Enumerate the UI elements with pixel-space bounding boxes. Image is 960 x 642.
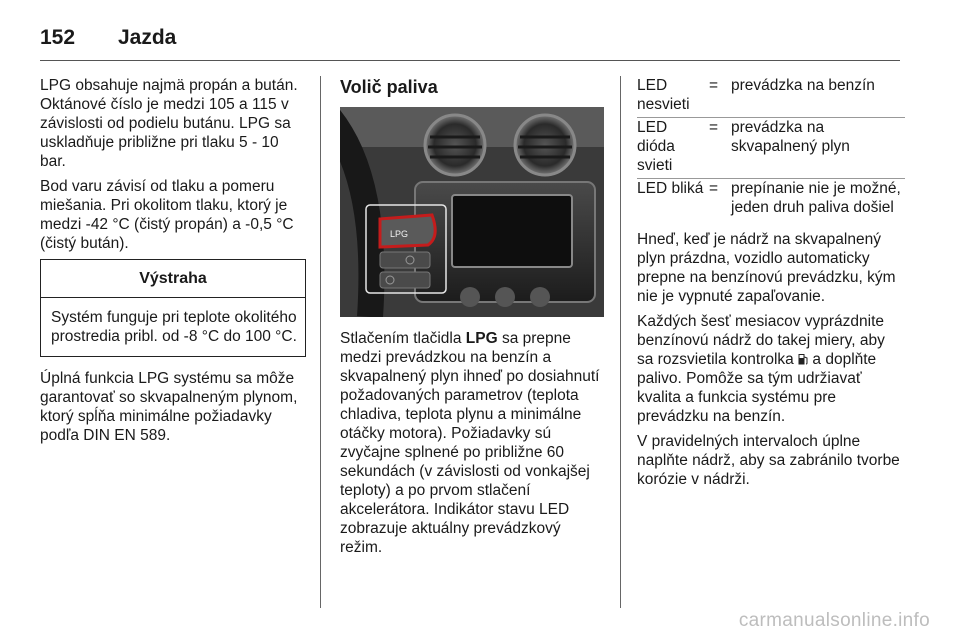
column-3	[637, 76, 905, 495]
page-number: 152	[40, 26, 76, 49]
fuel-pump-icon	[798, 351, 808, 363]
equals-sign: =	[709, 118, 731, 179]
page-title: Jazda	[118, 26, 177, 49]
led-meaning: prevádzka na skvapalnený plyn	[731, 118, 905, 179]
paragraph-text: Každých šesť mesiacov vyprázdnite benzínovú nádrž do takej miery, aby sa rozsvietila kontrolka	[637, 313, 885, 368]
dashboard-illustration	[340, 107, 604, 317]
lpg-button-label: LPG	[390, 229, 409, 239]
paragraph-text: sa prepne medzi prevádzkou na benzín a skvapalnený plyn ihneď po dosiahnutí požadovaných parametrov (teplota chladiva, teplota plynu a minimálne otáčky motora). Požiadavky sú zvyčajne splnené po približne 60 sekundách (v závislosti od vonkajšej teploty) a po prvom stlačení akcelerátora. Indikátor stavu LED zobrazuje aktuálny prevádzkový režim.	[340, 330, 600, 556]
lpg-switch-paragraph	[340, 329, 604, 557]
table-row	[637, 118, 905, 179]
column-2	[340, 76, 604, 563]
column-1	[40, 76, 306, 451]
led-meaning: prepínanie nie je možné, jeden druh paliva došiel	[731, 180, 901, 216]
column-divider-2	[620, 76, 621, 608]
column-divider-1	[320, 76, 321, 608]
led-status-table	[637, 76, 905, 220]
table-row	[637, 179, 905, 221]
lpg-standard-paragraph: Úplná funkcia LPG systému sa môže garantovať so skvapalneným plynom, ktorý spĺňa minimálne požiadavky podľa DIN EN 589.	[40, 370, 298, 444]
paragraph-text: Stlačením tlačidla	[340, 330, 466, 347]
corrosion-paragraph: V pravidelných intervaloch úplne naplňte nádrž, aby sa zabránilo tvorbe korózie v nádrži.	[637, 433, 900, 488]
paragraph-text: a doplňte palivo. Pomôže sa tým udržiavať kvalita a funkcia systému pre prevádzku na benzín.	[637, 351, 877, 425]
page-header	[40, 18, 920, 58]
lpg-term: LPG	[465, 330, 498, 347]
led-state: LED dióda svieti	[637, 118, 709, 179]
watermark: carmanualsonline.info	[738, 610, 930, 631]
led-state: LED bliká	[637, 180, 704, 197]
warning-body: Systém funguje pri teplote okolitého prostredia pribl. od -8 °C do 100 °C.	[51, 309, 297, 345]
equals-sign: =	[709, 76, 731, 118]
led-state: LED nesvieti	[637, 76, 709, 118]
maintenance-paragraph	[637, 312, 905, 426]
equals-sign: =	[709, 180, 719, 197]
section-title: Volič paliva	[340, 77, 438, 97]
boiling-point-paragraph: Bod varu závisí od tlaku a pomeru miešania. Pri okolitom tlaku, ktorý je medzi -42 °C (čistý propán) a -0,5 °C (čistý bután).	[40, 178, 294, 252]
table-row	[637, 76, 905, 118]
warning-title: Výstraha	[41, 260, 305, 298]
dashboard-lpg-button-photo	[340, 107, 604, 317]
led-meaning: prevádzka na benzín	[731, 76, 905, 118]
empty-tank-paragraph: Hneď, keď je nádrž na skvapalnený plyn prázdna, vozidlo automaticky prepne na benzínovú prevádzku, kým nie je vypnuté zapaľovanie.	[637, 231, 896, 305]
warning-box	[40, 259, 306, 357]
header-divider	[40, 60, 900, 61]
lpg-composition-paragraph: LPG obsahuje najmä propán a bután. Oktánové číslo je medzi 105 a 115 v závislosti od podielu butánu. LPG sa uskladňuje približne pri tlaku 5 - 10 bar.	[40, 77, 298, 170]
